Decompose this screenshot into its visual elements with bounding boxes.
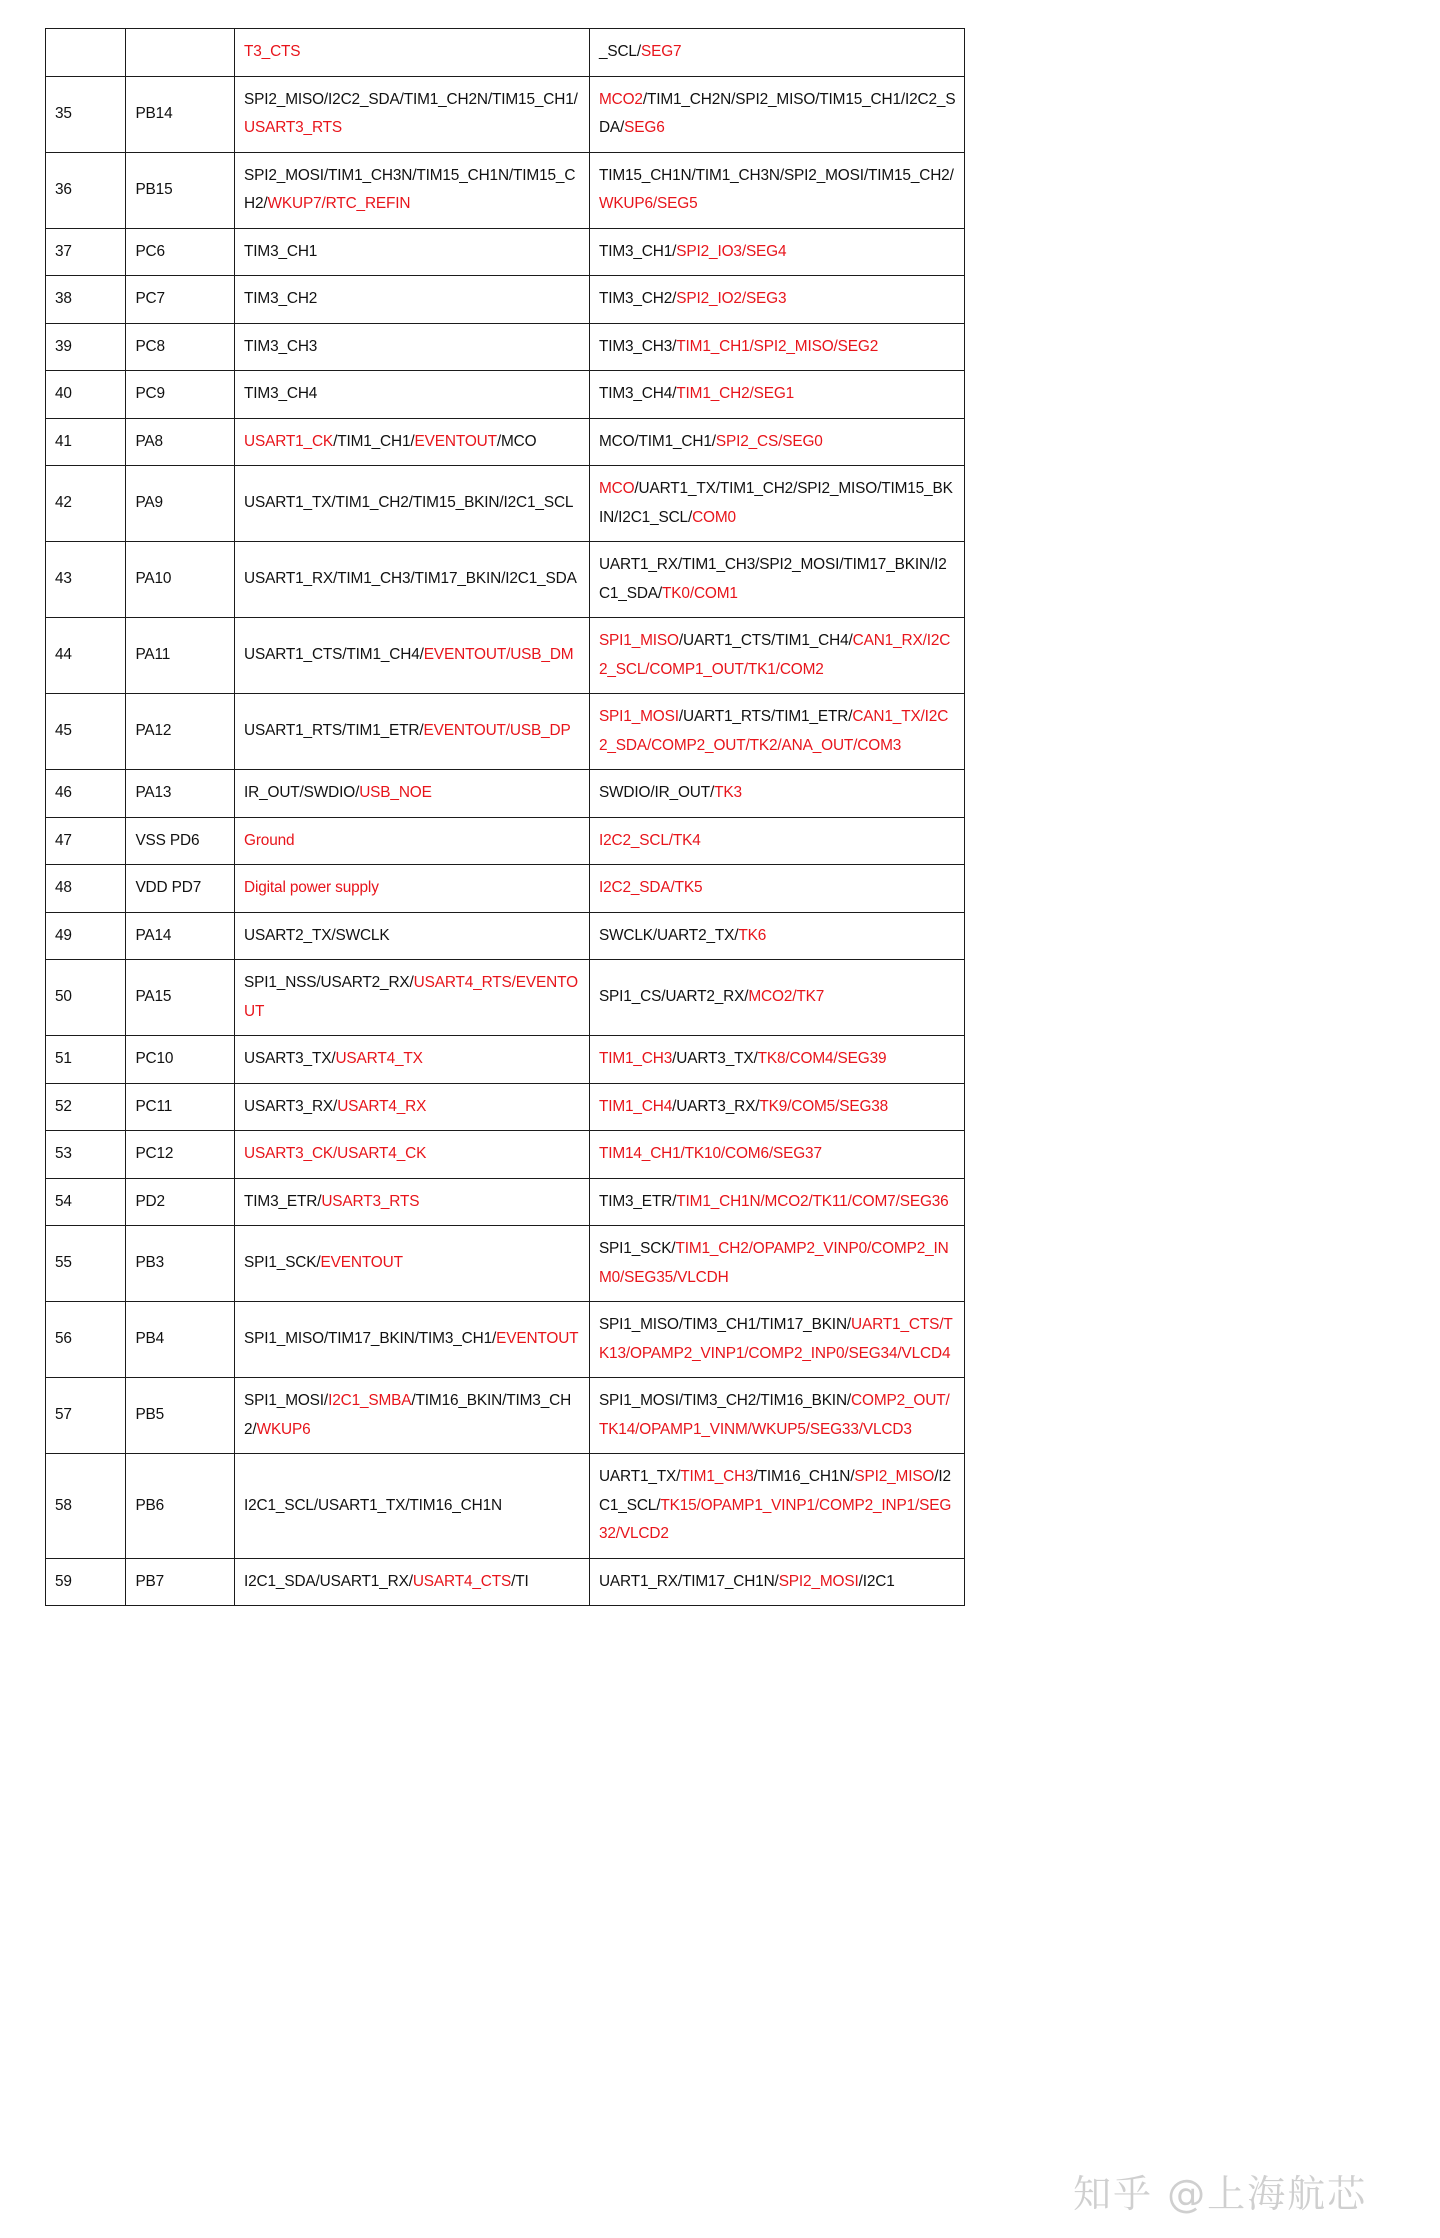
function-2-cell <box>589 323 964 371</box>
pin-number-cell: 42 <box>46 466 126 542</box>
pin-number-cell: 57 <box>46 1378 126 1454</box>
highlighted-function-text: TIM1_CH2/SEG1 <box>676 385 795 402</box>
highlighted-function-text: I2C2_SCL/TK4 <box>598 831 701 849</box>
function-2-cell <box>589 1302 964 1378</box>
highlighted-function-text: USART4_RTS/EVENTOUT <box>244 974 578 1020</box>
function-2-cell <box>589 618 964 694</box>
table-row <box>46 1178 965 1226</box>
pin-number-cell: 56 <box>46 1302 126 1378</box>
function-2-cell <box>589 29 964 77</box>
function-2-cell <box>589 865 964 913</box>
function-text: USART1_RX/TIM1_CH3/TIM17_BKIN/I2C1_SDA <box>244 570 577 588</box>
highlighted-function-text: TK8/COM4/SEG39 <box>757 1050 887 1067</box>
highlighted-function-text: SEG7 <box>640 43 682 60</box>
pin-number-cell: 46 <box>46 770 126 818</box>
table-row <box>46 466 965 542</box>
function-2-cell <box>589 152 964 228</box>
table-row <box>46 1226 965 1302</box>
function-text: USART1_TX/TIM1_CH2/TIM15_BKIN/I2C1_SCL <box>244 494 574 512</box>
highlighted-function-text: USART3_RTS <box>244 119 343 136</box>
function-text: /UART1_CTS/TIM1_CH4/ <box>678 632 853 649</box>
function-1-cell <box>235 1454 590 1559</box>
pin-number-cell: 51 <box>46 1036 126 1084</box>
highlighted-function-text: SPI2_MISO <box>854 1468 935 1485</box>
highlighted-function-text: SPI2_IO2/SEG3 <box>676 290 787 307</box>
highlighted-function-text: USART4_TX <box>335 1050 423 1067</box>
pin-number-cell: 41 <box>46 418 126 466</box>
function-text: _SCL/ <box>598 43 641 60</box>
function-2-cell <box>589 1454 964 1559</box>
highlighted-function-text: UART1_CTS/TK13/OPAMP2_VINP1/COMP2_INP0/SEG34/VLCD4 <box>598 1316 953 1362</box>
function-text: IR_OUT/SWDIO/ <box>244 784 360 801</box>
highlighted-function-text: TK6 <box>738 926 767 944</box>
function-1-cell <box>235 770 590 818</box>
function-text: TIM3_CH4 <box>244 385 318 402</box>
pin-name-cell: PA9 <box>126 466 235 542</box>
highlighted-function-text: I2C1_SMBA <box>328 1392 412 1409</box>
function-1-cell <box>235 371 590 419</box>
highlighted-function-text: TIM14_CH1/TK10/COM6/SEG37 <box>598 1145 822 1162</box>
function-text: TIM3_CH2/ <box>598 290 677 307</box>
function-text: SPI1_MISO/TIM17_BKIN/TIM3_CH1/ <box>244 1330 497 1348</box>
function-text: TIM3_CH1/ <box>598 242 677 260</box>
function-text: SPI1_MISO/TIM3_CH1/TIM17_BKIN/ <box>598 1316 852 1333</box>
pin-name-cell: PC6 <box>126 228 235 276</box>
pin-name-cell: PB5 <box>126 1378 235 1454</box>
table-row <box>46 770 965 818</box>
table-row <box>46 960 965 1036</box>
pin-number-cell: 50 <box>46 960 126 1036</box>
pin-name-cell: PA10 <box>126 542 235 618</box>
table-row <box>46 817 965 865</box>
function-1-cell <box>235 865 590 913</box>
pin-name-cell: PA13 <box>126 770 235 818</box>
function-text: SWCLK/UART2_TX/ <box>598 926 739 944</box>
table-row <box>46 76 965 152</box>
table-row <box>46 371 965 419</box>
pin-number-cell: 35 <box>46 76 126 152</box>
function-text: USART2_TX/SWCLK <box>244 926 390 944</box>
function-2-cell <box>589 1036 964 1084</box>
table-row <box>46 865 965 913</box>
table-row <box>46 152 965 228</box>
table-row <box>46 1036 965 1084</box>
function-1-cell <box>235 228 590 276</box>
pin-number-cell: 48 <box>46 865 126 913</box>
function-1-cell <box>235 418 590 466</box>
function-text: MCO/TIM1_CH1/ <box>598 432 716 450</box>
table-row <box>46 912 965 960</box>
function-1-cell <box>235 817 590 865</box>
function-1-cell <box>235 694 590 770</box>
highlighted-function-text: USART3_CK/USART4_CK <box>244 1145 427 1162</box>
pin-number-cell: 52 <box>46 1083 126 1131</box>
function-1-cell <box>235 912 590 960</box>
function-text: SPI2_MOSI/TIM1_CH3N/TIM15_CH1N/TIM15_CH2/ <box>244 166 576 212</box>
pin-name-cell: PA15 <box>126 960 235 1036</box>
function-text: SPI1_SCK/ <box>598 1240 676 1257</box>
function-2-cell <box>589 466 964 542</box>
highlighted-function-text: TK0/COM1 <box>662 584 738 602</box>
function-text: /UART1_RTS/TIM1_ETR/ <box>678 708 853 725</box>
table-row <box>46 1454 965 1559</box>
highlighted-function-text: WKUP7/RTC_REFIN <box>267 195 411 212</box>
pin-name-cell: PA12 <box>126 694 235 770</box>
function-text: I2C1_SCL/USART1_TX/TIM16_CH1N <box>244 1496 502 1514</box>
highlighted-function-text: COM0 <box>692 508 736 526</box>
highlighted-function-text: COMP2_OUT/TK14/OPAMP1_VINM/WKUP5/SEG33/VLCD3 <box>598 1392 950 1438</box>
pin-name-cell: PC11 <box>126 1083 235 1131</box>
highlighted-function-text: MCO2/TK7 <box>748 988 825 1006</box>
pin-name-cell: VSS PD6 <box>126 817 235 865</box>
function-1-cell <box>235 152 590 228</box>
function-2-cell <box>589 694 964 770</box>
pin-name-cell: PC12 <box>126 1131 235 1179</box>
highlighted-function-text: TIM1_CH4 <box>598 1097 673 1115</box>
pin-name-cell: PC8 <box>126 323 235 371</box>
function-text: SPI1_CS/UART2_RX/ <box>598 988 749 1006</box>
function-2-cell <box>589 1226 964 1302</box>
function-1-cell <box>235 1083 590 1131</box>
table-row <box>46 1558 965 1606</box>
function-text: TIM3_CH1 <box>244 242 318 260</box>
function-text: /UART1_TX/TIM1_CH2/SPI2_MISO/TIM15_BKIN/I2C1_SCL/ <box>598 480 953 526</box>
function-1-cell <box>235 960 590 1036</box>
pin-number-cell: 58 <box>46 1454 126 1559</box>
highlighted-function-text: Ground <box>244 831 295 849</box>
function-text: USART1_CTS/TIM1_CH4/ <box>244 646 424 664</box>
table-row <box>46 542 965 618</box>
function-2-cell <box>589 542 964 618</box>
function-text: /TI <box>511 1572 529 1590</box>
function-text: /I2C1 <box>858 1572 895 1590</box>
pin-name-cell: PA14 <box>126 912 235 960</box>
function-2-cell <box>589 371 964 419</box>
highlighted-function-text: I2C2_SDA/TK5 <box>598 879 703 896</box>
pin-number-cell <box>46 29 126 77</box>
highlighted-function-text: T3_CTS <box>244 43 301 60</box>
function-text: /TIM1_CH1/ <box>333 432 415 450</box>
function-1-cell <box>235 1178 590 1226</box>
function-2-cell <box>589 770 964 818</box>
highlighted-function-text: EVENTOUT <box>414 432 497 450</box>
function-text: /UART3_TX/ <box>672 1050 758 1067</box>
highlighted-function-text: TIM1_CH3 <box>680 1468 754 1485</box>
highlighted-function-text: EVENTOUT <box>496 1330 579 1348</box>
pin-number-cell: 55 <box>46 1226 126 1302</box>
function-1-cell <box>235 323 590 371</box>
function-text: SPI2_MISO/I2C2_SDA/TIM1_CH2N/TIM15_CH1/ <box>244 90 578 108</box>
function-2-cell <box>589 1178 964 1226</box>
function-text: SPI1_NSS/USART2_RX/ <box>244 974 414 991</box>
pin-name-cell: PB3 <box>126 1226 235 1302</box>
function-1-cell <box>235 466 590 542</box>
function-text: I2C1_SDA/USART1_RX/ <box>244 1572 413 1590</box>
function-text: UART1_RX/TIM1_CH3/SPI2_MOSI/TIM17_BKIN/I2C1_SDA/ <box>598 556 947 602</box>
pin-number-cell: 49 <box>46 912 126 960</box>
highlighted-function-text: EVENTOUT/USB_DP <box>423 722 571 740</box>
pin-name-cell <box>126 29 235 77</box>
pin-number-cell: 40 <box>46 371 126 419</box>
function-text: TIM3_CH2 <box>244 290 318 307</box>
function-text: /I2C1_SCL/ <box>598 1468 951 1514</box>
function-2-cell <box>589 76 964 152</box>
pin-number-cell: 47 <box>46 817 126 865</box>
function-text: TIM3_CH4/ <box>598 385 677 402</box>
function-text: TIM3_CH3/ <box>598 337 677 355</box>
pin-number-cell: 59 <box>46 1558 126 1606</box>
function-1-cell <box>235 1378 590 1454</box>
highlighted-function-text: TIM1_CH3 <box>598 1050 673 1067</box>
function-1-cell <box>235 276 590 324</box>
table-row <box>46 418 965 466</box>
pin-name-cell: PC7 <box>126 276 235 324</box>
function-1-cell <box>235 1131 590 1179</box>
highlighted-function-text: USART1_CK <box>244 432 334 450</box>
highlighted-function-text: TIM1_CH1/SPI2_MISO/SEG2 <box>676 337 879 355</box>
function-1-cell <box>235 1036 590 1084</box>
pin-number-cell: 37 <box>46 228 126 276</box>
watermark-text: 知乎 @上海航芯 <box>1073 2172 1368 2216</box>
function-text: /TIM16_BKIN/TIM3_CH2/ <box>244 1392 572 1438</box>
pin-name-cell: PB4 <box>126 1302 235 1378</box>
function-text: SPI1_MOSI/ <box>244 1392 329 1409</box>
function-text: /TIM16_CH1N/ <box>753 1468 855 1485</box>
highlighted-function-text: TIM1_CH1N/MCO2/TK11/COM7/SEG36 <box>676 1192 949 1210</box>
highlighted-function-text: MCO2 <box>598 90 643 108</box>
function-text: SPI1_SCK/ <box>244 1254 321 1272</box>
highlighted-function-text: SPI2_CS/SEG0 <box>715 432 823 450</box>
highlighted-function-text: WKUP6 <box>256 1420 311 1438</box>
highlighted-function-text: Digital power supply <box>244 879 379 896</box>
function-text: TIM3_ETR/ <box>244 1192 322 1210</box>
pin-number-cell: 53 <box>46 1131 126 1179</box>
pin-number-cell: 45 <box>46 694 126 770</box>
function-text: SPI1_MOSI/TIM3_CH2/TIM16_BKIN/ <box>598 1392 852 1409</box>
function-2-cell <box>589 960 964 1036</box>
pin-number-cell: 38 <box>46 276 126 324</box>
highlighted-function-text: SEG6 <box>624 119 665 136</box>
function-text: USART3_RX/ <box>244 1097 338 1115</box>
function-text: /MCO <box>496 432 537 450</box>
highlighted-function-text: SPI1_MISO <box>598 632 679 649</box>
pin-name-cell: PA8 <box>126 418 235 466</box>
function-text: /TIM1_CH2N/SPI2_MISO/TIM15_CH1/I2C2_SDA/ <box>598 90 956 136</box>
pin-number-cell: 43 <box>46 542 126 618</box>
function-2-cell <box>589 817 964 865</box>
table-row <box>46 29 965 77</box>
function-text: TIM3_CH3 <box>244 337 318 355</box>
highlighted-function-text: TK15/OPAMP1_VINP1/COMP2_INP1/SEG32/VLCD2 <box>598 1496 952 1542</box>
table-row <box>46 276 965 324</box>
highlighted-function-text: SPI1_MOSI <box>598 708 679 725</box>
highlighted-function-text: TK3 <box>714 784 742 801</box>
highlighted-function-text: TK9/COM5/SEG38 <box>759 1097 889 1115</box>
function-text: USART1_RTS/TIM1_ETR/ <box>244 722 424 740</box>
highlighted-function-text: SPI2_IO3/SEG4 <box>676 242 787 260</box>
pin-name-cell: VDD PD7 <box>126 865 235 913</box>
table-row <box>46 1131 965 1179</box>
highlighted-function-text: CAN1_RX/I2C2_SCL/COMP1_OUT/TK1/COM2 <box>598 632 951 678</box>
pin-name-cell: PC9 <box>126 371 235 419</box>
pin-name-cell: PB14 <box>126 76 235 152</box>
function-text: UART1_TX/ <box>598 1468 681 1485</box>
highlighted-function-text: EVENTOUT <box>320 1254 403 1272</box>
highlighted-function-text: TIM1_CH2/OPAMP2_VINP0/COMP2_INM0/SEG35/VLCDH <box>598 1240 949 1286</box>
table-row <box>46 694 965 770</box>
function-1-cell <box>235 1558 590 1606</box>
function-1-cell <box>235 29 590 77</box>
highlighted-function-text: WKUP6/SEG5 <box>598 195 698 212</box>
highlighted-function-text: EVENTOUT/USB_DM <box>423 646 574 664</box>
highlighted-function-text: USB_NOE <box>359 784 432 801</box>
function-text: TIM15_CH1N/TIM1_CH3N/SPI2_MOSI/TIM15_CH2/ <box>598 166 954 184</box>
function-2-cell <box>589 418 964 466</box>
table-row <box>46 228 965 276</box>
highlighted-function-text: USART4_RX <box>337 1097 427 1115</box>
highlighted-function-text: MCO <box>598 480 635 497</box>
pin-number-cell: 54 <box>46 1178 126 1226</box>
highlighted-function-text: SPI2_MOSI <box>778 1572 859 1590</box>
function-1-cell <box>235 1226 590 1302</box>
pin-number-cell: 36 <box>46 152 126 228</box>
table-row <box>46 1378 965 1454</box>
function-2-cell <box>589 228 964 276</box>
function-text: TIM3_ETR/ <box>598 1192 677 1210</box>
pin-table-body <box>46 29 965 1606</box>
function-1-cell <box>235 542 590 618</box>
function-1-cell <box>235 1302 590 1378</box>
pin-number-cell: 39 <box>46 323 126 371</box>
function-text: UART1_RX/TIM17_CH1N/ <box>598 1572 779 1590</box>
pin-name-cell: PC10 <box>126 1036 235 1084</box>
pin-name-cell: PB15 <box>126 152 235 228</box>
function-2-cell <box>589 1083 964 1131</box>
pin-name-cell: PB7 <box>126 1558 235 1606</box>
function-text: SWDIO/IR_OUT/ <box>598 784 715 801</box>
function-2-cell <box>589 1131 964 1179</box>
function-1-cell <box>235 618 590 694</box>
pin-name-cell: PD2 <box>126 1178 235 1226</box>
highlighted-function-text: USART4_CTS <box>412 1572 512 1590</box>
table-row <box>46 1302 965 1378</box>
table-row <box>46 323 965 371</box>
function-text: /UART3_RX/ <box>672 1097 760 1115</box>
function-2-cell <box>589 912 964 960</box>
function-2-cell <box>589 276 964 324</box>
pin-number-cell: 44 <box>46 618 126 694</box>
pin-name-cell: PA11 <box>126 618 235 694</box>
function-text: USART3_TX/ <box>244 1050 336 1067</box>
function-1-cell <box>235 76 590 152</box>
function-2-cell <box>589 1558 964 1606</box>
pin-function-table <box>45 28 965 1606</box>
highlighted-function-text: CAN1_TX/I2C2_SDA/COMP2_OUT/TK2/ANA_OUT/COM3 <box>598 708 949 754</box>
pin-name-cell: PB6 <box>126 1454 235 1559</box>
highlighted-function-text: USART3_RTS <box>321 1192 420 1210</box>
table-row <box>46 1083 965 1131</box>
function-2-cell <box>589 1378 964 1454</box>
table-row <box>46 618 965 694</box>
